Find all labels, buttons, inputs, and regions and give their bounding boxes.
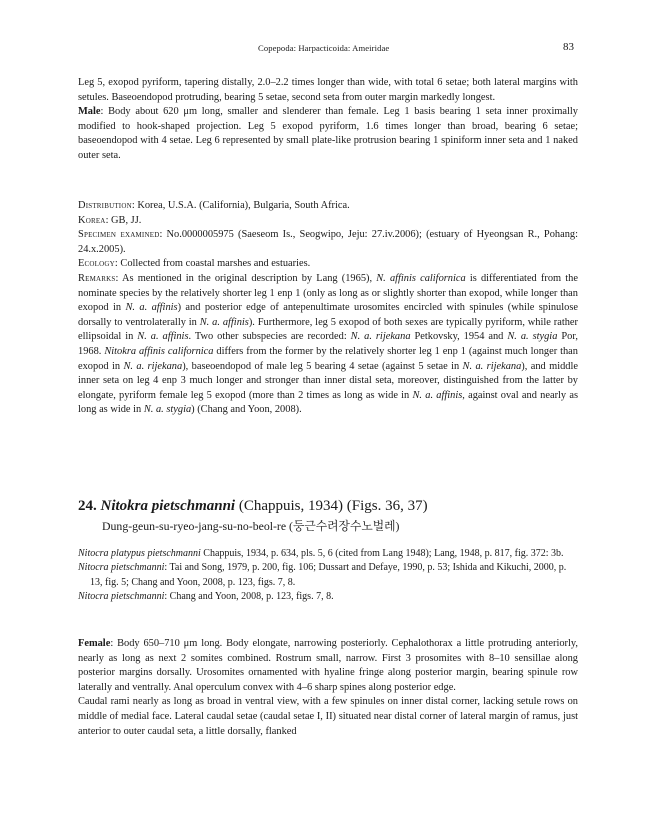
male-text: : Body about 620 μm long, smaller and slenderer than female. Leg 1 basis bearing 1 seta inner proximally modified to hook-shaped projection. Leg 5 exopod pyriform, 1.6 times longer than broad, bearing 6 setae; baseoendopod with 4 setae. Leg 6 represented by small plate-like protrusion bearing 1 spiniform inner seta and 1 naked outer seta.: [78, 106, 578, 161]
synonymy-entry: [78, 547, 578, 561]
synonym-refs: : Tai and Song, 1979, p. 200, fig. 106; Dussart and Defaye, 1990, p. 53; Ishida and Kikuchi, 2000, p. 13, fig. 5; Chang and Yoon, 2008, p. 123, figs. 7, 8.: [90, 562, 567, 588]
ecology-label: Ecology: [78, 258, 115, 270]
male-label: Male: [78, 106, 101, 118]
synonymy-list: [78, 547, 578, 605]
species-common-name: Dung-geun-su-ryeo-jang-su-no-beol-re (둥근수려장수노벌레): [102, 519, 400, 533]
records-block: [78, 199, 578, 418]
female-text-block: [78, 637, 578, 739]
remarks-text: is differentiated from the nominate species by the relatively shorter leg 1 enp 1 (only as long as or slightly shorter than exopod, while longer than exopod in: [78, 272, 578, 314]
female-paragraph: [78, 637, 578, 695]
korea-paragraph: [78, 214, 578, 229]
male-paragraph: [78, 105, 578, 163]
synonymy-entry: [78, 590, 578, 604]
species-name: Nitokra pietschmanni: [100, 498, 236, 514]
leg5-paragraph: Leg 5, exopod pyriform, tapering distally, 2.0–2.2 times longer than wide, with total 6 setae; both lateral margins with setules. Baseoendopod protruding, bearing 5 setae, second seta from outer margin markedly longest.: [78, 77, 578, 103]
remarks-text: Petkovsky, 1954 and: [410, 331, 508, 343]
synonym-name: Nitocra pietschmanni: [78, 562, 165, 574]
taxon-name: N. a. affinis: [137, 331, 189, 343]
synonym-name: Nitocra pietschmanni: [78, 591, 165, 603]
remarks-text: : As mentioned in the original description by Lang (1965),: [115, 272, 377, 284]
taxon-name: N. a. rijekana: [123, 360, 183, 372]
synonym-refs: : Chang and Yoon, 2008, p. 123, figs. 7, 8.: [164, 591, 334, 603]
ecology-text: : Collected from coastal marshes and estuaries.: [114, 258, 311, 270]
remarks-text: ). Furthermore, leg 5 exopod of both sexes are typically pyriform, while rather ellipsoidal in: [78, 316, 578, 343]
remarks-text: ) (Chang and Yoon, 2008).: [191, 404, 302, 416]
species-heading: [78, 497, 428, 516]
remarks-text: differs from the former by the relatively shorter leg 1 enp 1 (against much longer than exopod in: [78, 345, 578, 372]
taxon-name: N. a. stygia: [143, 404, 192, 416]
caudal-paragraph: Caudal rami nearly as long as broad in ventral view, with a few spinules on inner distal corner, lacking setule rows on middle of medial face. Lateral caudal setae (caudal setae I, II) situated near distal corner of lateral margin of ramus, just anterior to outer caudal seta, a little dorsally, flanked: [78, 696, 578, 737]
female-text: : Body 650–710 μm long. Body elongate, narrowing posteriorly. Cephalothorax a little protruding anteriorly, nearly as long as next 2 somites combined. Rostrum small, narrow. First 3 prosomites with 8–10 sensillae along posterior margins dorsally. Urosomites ornamented with hyaline fringe along posterior margin, bearing spinule row laterally and ventrally. Anal operculum convex with 4–6 sharp spines along posterior edge.: [78, 638, 578, 693]
remarks-text: ), and middle inner seta on leg 4 enp 3 much longer and stronger than inner distal seta, moreover, distinguished from the latter by elongate, pyriform female leg 5 exopod (more than 2 times as long as wide in: [78, 360, 578, 401]
running-head: Copepoda: Harpacticoida: Ameiridae: [258, 43, 390, 53]
taxon-name: N. a. rijekana: [350, 331, 411, 343]
taxon-name: N. affinis californica: [376, 272, 466, 284]
distribution-label: Distribution: [78, 200, 132, 211]
remarks-text: . Two other subspecies are recorded:: [188, 331, 351, 343]
taxon-name: N. a. rijekana: [462, 360, 522, 372]
synonym-name: Nitocra platypus pietschmanni: [78, 548, 201, 559]
taxon-name: N. a. affinis: [412, 389, 463, 401]
korea-label: Korea: [78, 214, 106, 226]
remarks-label: Remarks: [78, 272, 116, 284]
page-number: 83: [563, 41, 574, 53]
taxon-name: Nitokra affinis californica: [104, 345, 214, 357]
taxon-name: N. a. affinis: [199, 316, 249, 328]
korea-text: : GB, JJ.: [105, 214, 142, 226]
species-number: 24.: [78, 498, 97, 514]
species-authority: (Chappuis, 1934) (Figs. 36, 37): [235, 498, 428, 514]
remarks-text: , against oval and nearly as long as wide in: [78, 389, 579, 416]
remarks-paragraph: [78, 272, 578, 418]
specimen-paragraph: [78, 228, 578, 257]
female-label: Female: [78, 638, 111, 649]
specimen-text: : No.0000005975 (Saeseom Is., Seogwipo, Jeju: 27.iv.2006); (estuary of Hyeongsan R., Pohang: 24.x.2005).: [78, 229, 578, 255]
synonym-refs: Chappuis, 1934, p. 634, pls. 5, 6 (cited from Lang 1948); Lang, 1948, p. 817, fig. 372: 3b.: [200, 548, 564, 559]
distribution-text: : Korea, U.S.A. (California), Bulgaria, South Africa.: [131, 200, 350, 211]
synonymy-entry: [78, 561, 578, 590]
remarks-text: Por, 1968.: [78, 331, 578, 357]
distribution-paragraph: [78, 199, 578, 214]
specimen-label: Specimen examined: [78, 229, 160, 241]
upper-text-block: [78, 76, 578, 164]
ecology-paragraph: [78, 257, 578, 272]
taxon-name: N. a. stygia: [507, 331, 558, 343]
remarks-text: ), baseoendopod of male leg 5 bearing 4 setae (against 5 setae in: [182, 360, 463, 372]
remarks-text: ) and posterior edge of antepenultimate urosomites encircled with spinules (while spinulose dorsally to ventrolaterally in: [78, 302, 578, 328]
taxon-name: N. a. affinis: [125, 302, 178, 314]
